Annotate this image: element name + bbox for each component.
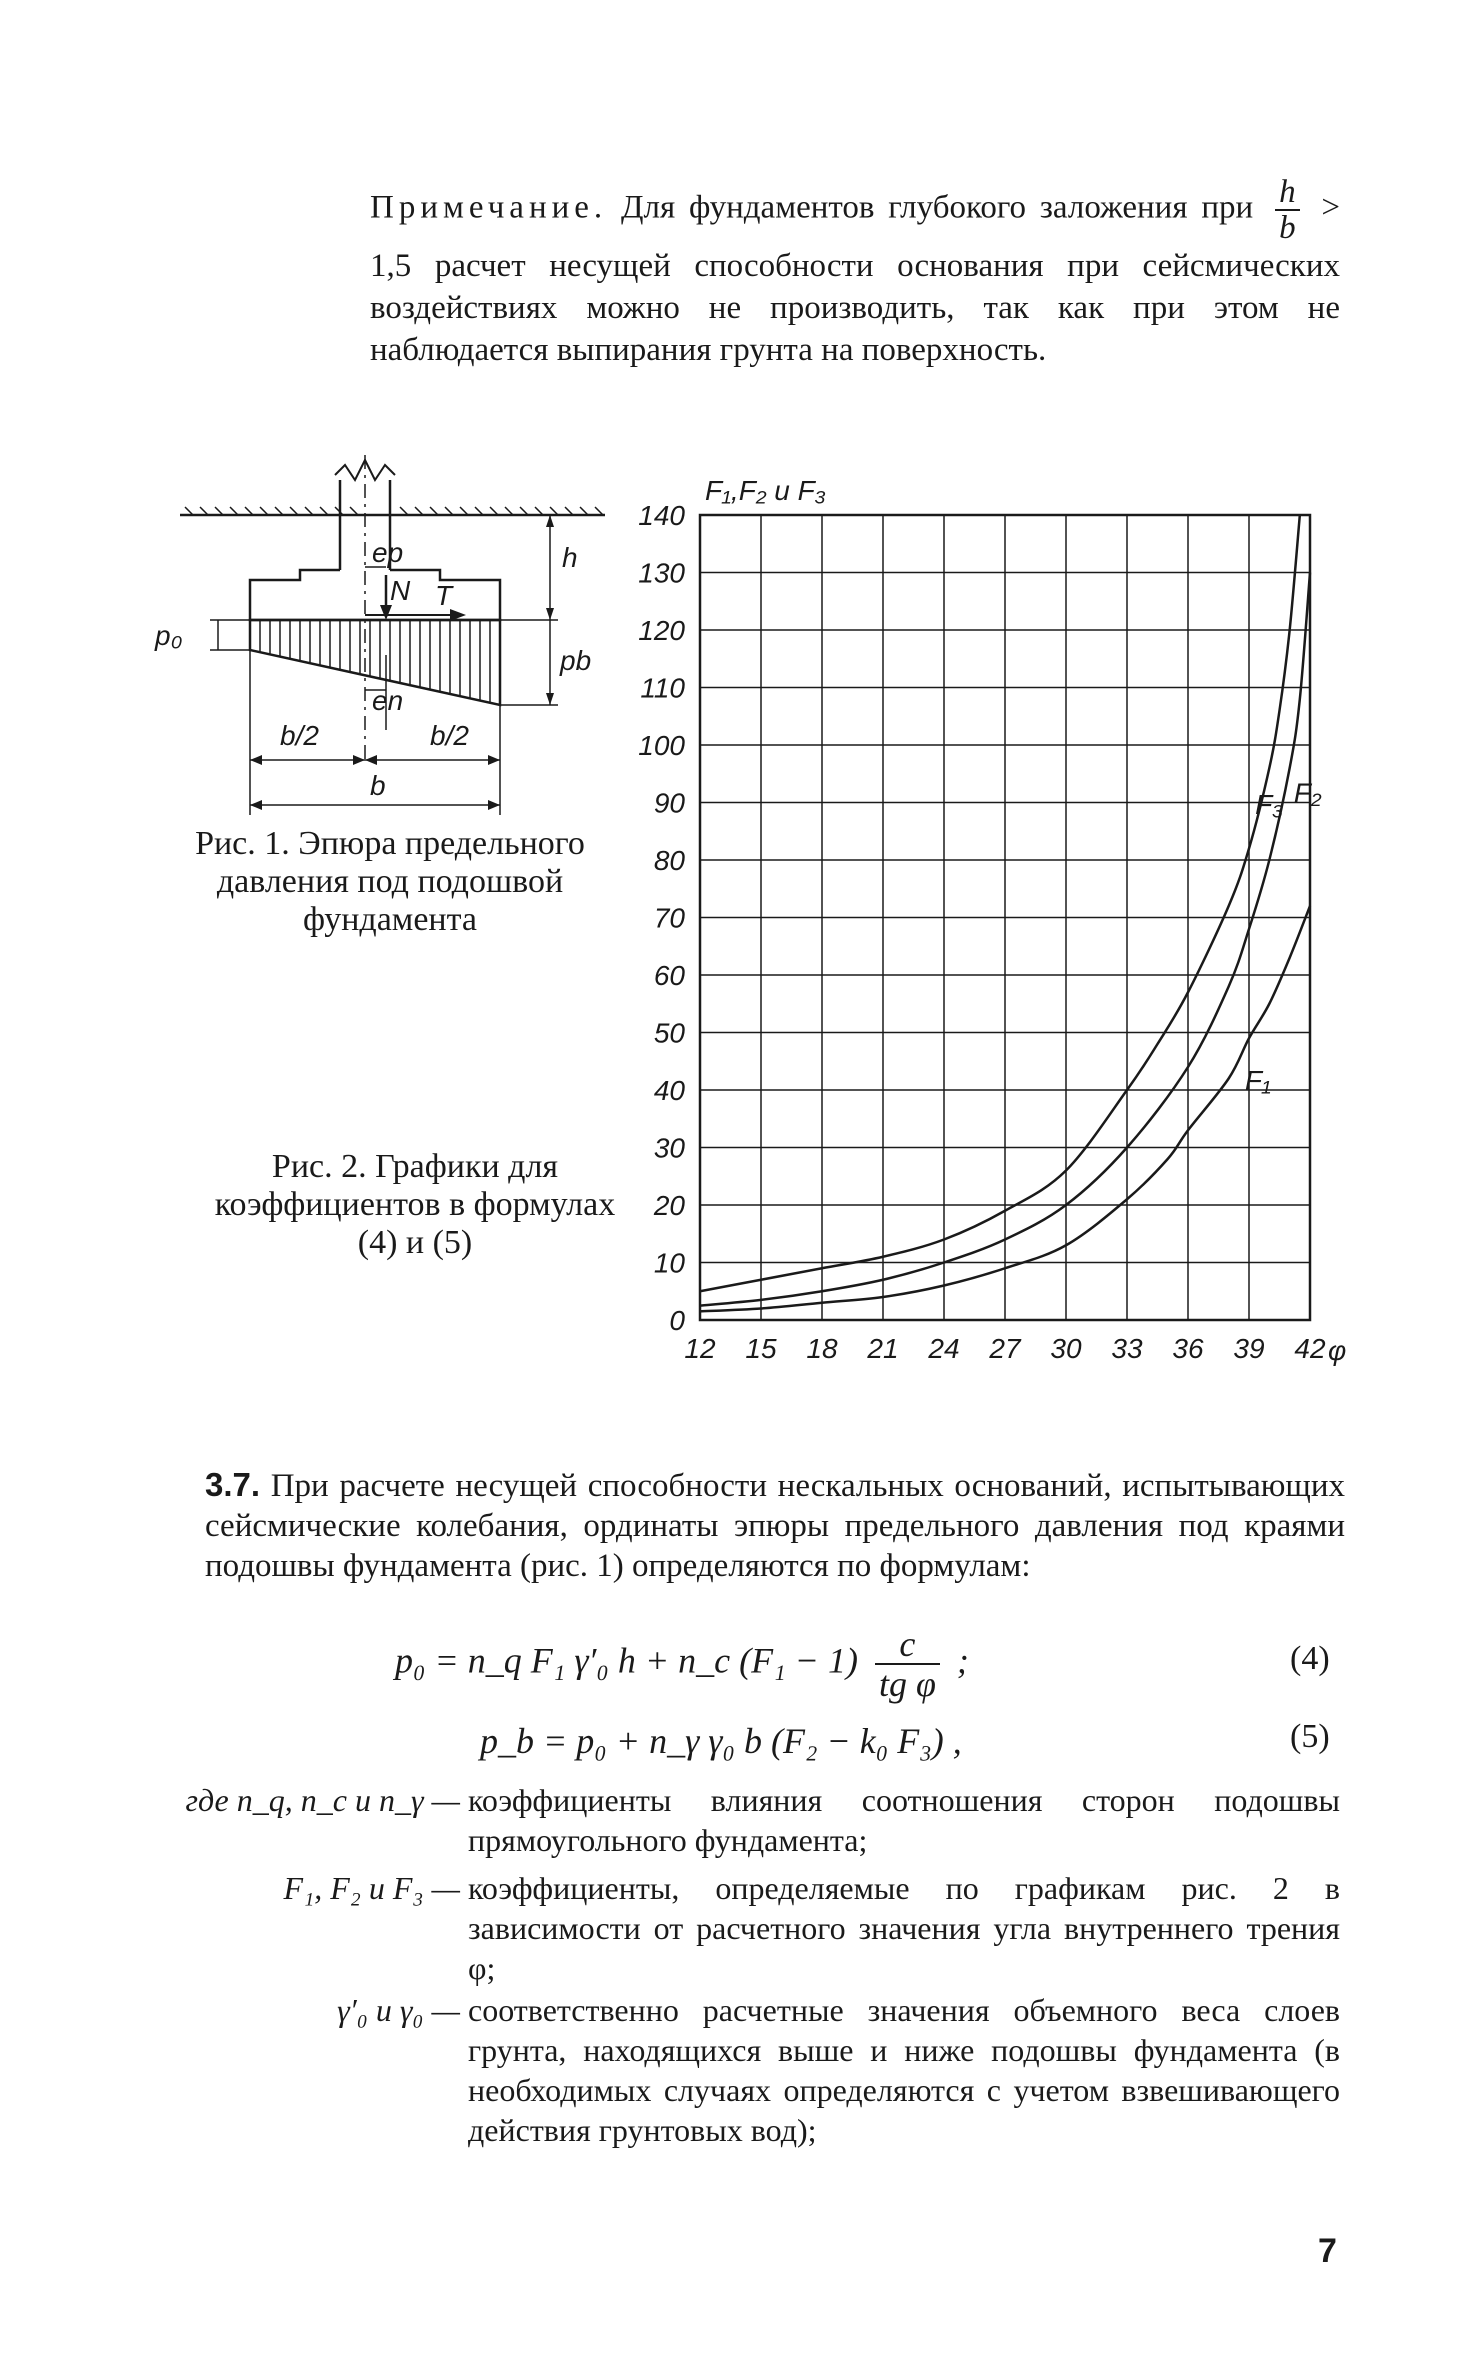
paragraph-number: 3.7. xyxy=(205,1466,261,1503)
x-tick-label: 33 xyxy=(1111,1333,1143,1364)
x-tick-label: 42 xyxy=(1294,1333,1326,1364)
y-tick-label: 10 xyxy=(653,1247,685,1279)
label-b2-left: b/2 xyxy=(280,720,319,751)
definition-text-1: коэффициенты влияния соотношения сторон подошвы прямоугольного фундамента; xyxy=(468,1782,1340,1858)
note-text-2: > 1,5 расчет несущей способности основания при сейсмических воздействиях можно не производить, так как при этом не наблюдается выпирания грунта на поверхность. xyxy=(370,189,1341,368)
label-h: h xyxy=(562,542,578,573)
page-number: 7 xyxy=(1318,2232,1337,2270)
y-tick-label: 20 xyxy=(653,1190,685,1221)
paragraph-3-7 xyxy=(205,1465,1345,1586)
note-paragraph xyxy=(370,175,1340,371)
label-b: b xyxy=(370,770,386,801)
label-en: en xyxy=(372,685,404,716)
y-tick-label: 130 xyxy=(638,557,685,589)
definition-term-2: F₁, F₂ и F₃ — xyxy=(283,1870,460,1906)
formula-4-denominator: tg φ xyxy=(878,1664,936,1704)
chart-grid xyxy=(700,515,1310,1320)
x-tick-label: 15 xyxy=(745,1333,777,1364)
formula-4-number: (4) xyxy=(1290,1640,1330,1677)
y-tick-label: 100 xyxy=(638,730,685,761)
figure-1-diagram xyxy=(150,455,620,825)
note-text-1: Для фундаментов глубокого заложения при xyxy=(621,189,1254,226)
definition-text-2: коэффициенты, определяемые по графикам рис. 2 в зависимости от расчетного значения угла внутреннего трения φ; xyxy=(468,1870,1340,1986)
x-tick-label: 27 xyxy=(989,1333,1021,1364)
label-p0: p₀ xyxy=(155,620,183,651)
y-tick-label: 40 xyxy=(653,1075,685,1106)
label-N: N xyxy=(390,575,411,606)
formula-4 xyxy=(395,1625,1115,1703)
fraction-numerator: h xyxy=(1275,175,1300,211)
x-tick-label: 18 xyxy=(806,1333,838,1364)
label-T: T xyxy=(435,580,453,611)
series-label-2: F₂ xyxy=(1293,777,1322,809)
chart-series xyxy=(700,515,1322,1311)
x-tick-label: 36 xyxy=(1172,1333,1204,1364)
y-tick-label: 50 xyxy=(653,1017,685,1049)
x-tick-label: 12 xyxy=(684,1333,716,1364)
chart-x-axis-label: φ xyxy=(1328,1335,1347,1366)
y-tick-label: 90 xyxy=(653,787,685,819)
h-over-b-fraction xyxy=(1275,175,1300,245)
series-line-3 xyxy=(700,515,1300,1291)
formula-5: p_b = p₀ + n_γ γ₀ b (F₂ − k₀ F₃) , xyxy=(480,1721,962,1761)
paragraph-text: При расчете несущей способности нескальных оснований, испытывающих сейсмические колебания, ординаты эпюры предельного давления под краями подошвы фундамента (рис. 1) определяются по формулам: xyxy=(205,1468,1345,1584)
note-title: Примечание. xyxy=(370,189,608,226)
formula-5-number: (5) xyxy=(1290,1718,1330,1755)
definition-term-3: γ′₀ и γ₀ — xyxy=(337,1992,460,2028)
series-label-1: F₁ xyxy=(1244,1065,1271,1096)
figure-2-caption: Рис. 2. Графики для коэффициентов в формулах (4) и (5) xyxy=(214,1148,616,1261)
definition-text-3: соответственно расчетные значения объемного веса слоев грунта, находящихся выше и ниже подошвы фундамента (в необходимых случаях определяются с учетом взвешивающего действия грунтовых вод); xyxy=(468,1992,1340,2148)
series-label-3: F₃ xyxy=(1255,789,1284,820)
y-tick-label: 120 xyxy=(638,615,685,646)
y-tick-label: 60 xyxy=(653,960,685,991)
figure-1-caption: Рис. 1. Эпюра предельного давления под подошвой фундамента xyxy=(195,825,585,938)
formula-4-numerator: c xyxy=(875,1625,940,1665)
y-tick-label: 140 xyxy=(638,500,685,531)
y-tick-label: 30 xyxy=(653,1132,685,1164)
x-tick-label: 24 xyxy=(928,1333,960,1364)
label-ep: eр xyxy=(372,537,404,568)
formula-4-fraction xyxy=(875,1625,940,1703)
x-tick-label: 30 xyxy=(1050,1333,1082,1364)
x-tick-label: 21 xyxy=(867,1333,899,1364)
formula-4-lhs: p₀ = n_q F₁ γ′₀ h + n_c (F₁ − 1) xyxy=(395,1640,858,1681)
fraction-denominator: b xyxy=(1279,210,1296,246)
y-tick-label: 70 xyxy=(653,902,685,934)
figure-2-chart xyxy=(620,470,1350,1390)
x-tick-label: 39 xyxy=(1233,1333,1265,1364)
label-b2-right: b/2 xyxy=(430,720,469,751)
definition-term-1: где n_q, n_c и n_γ — xyxy=(185,1782,460,1818)
chart-y-axis-label: F₁,F₂ и F₃ xyxy=(705,475,826,506)
formula-4-tail: ; xyxy=(956,1640,969,1681)
y-tick-label: 80 xyxy=(653,845,685,876)
label-pb: pb xyxy=(560,645,592,676)
y-tick-label: 110 xyxy=(640,672,685,704)
y-tick-label: 0 xyxy=(669,1305,685,1336)
